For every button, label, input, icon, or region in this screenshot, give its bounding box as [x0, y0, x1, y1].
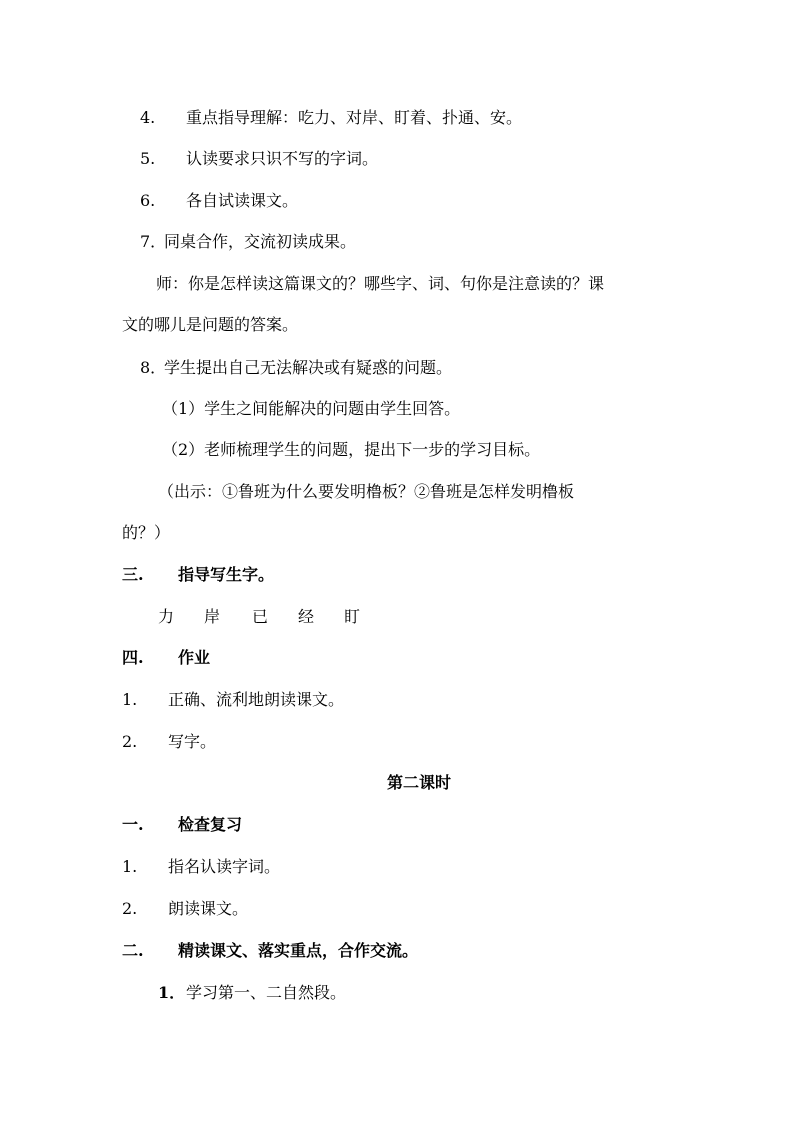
- character: 经: [298, 607, 315, 626]
- character: 力: [158, 607, 175, 626]
- heading-number: 二.: [122, 941, 144, 960]
- heading-text: 指导写生字。: [178, 565, 275, 584]
- list-item: [158, 983, 346, 1003]
- lesson-title: 第二课时: [386, 773, 451, 792]
- item-number: 1.: [122, 690, 138, 709]
- list-item: [140, 232, 356, 252]
- sub-item: （2）老师梳理学生的问题，提出下一步的学习目标。: [162, 440, 541, 459]
- section-heading: [122, 648, 210, 668]
- item-text: 正确、流利地朗读课文。: [168, 690, 345, 709]
- item-number: 5.: [140, 149, 156, 168]
- list-item: [122, 690, 344, 710]
- item-text: 朗读课文。: [168, 899, 249, 918]
- list-item: [122, 857, 280, 877]
- section-heading: [122, 565, 274, 585]
- character: 已: [252, 607, 269, 626]
- item-number: 2.: [122, 732, 138, 751]
- sub-item: （1）学生之间能解决的问题由学生回答。: [162, 399, 461, 418]
- item-number: 1.: [122, 857, 138, 876]
- paragraph-line: （出示：①鲁班为什么要发明橹板？②鲁班是怎样发明橹板: [158, 482, 575, 501]
- heading-number: 四.: [122, 648, 144, 667]
- heading-number: 一.: [122, 815, 144, 834]
- character-row: [158, 607, 368, 627]
- item-number: 2.: [122, 899, 138, 918]
- heading-text: 检查复习: [178, 815, 243, 834]
- item-text: 学生提出自己无法解决或有疑惑的问题。: [164, 358, 453, 377]
- paragraph-line: 师：你是怎样读这篇课文的？哪些字、词、句你是注意读的？课: [156, 274, 605, 293]
- item-number: 7．: [140, 232, 167, 251]
- section-heading: [122, 815, 242, 835]
- item-text: 指名认读字词。: [168, 857, 281, 876]
- item-number: 1．: [158, 983, 186, 1002]
- list-item: [140, 108, 522, 128]
- list-item: [140, 358, 452, 378]
- item-text: 认读要求只识不写的字词。: [186, 149, 379, 168]
- list-item: [140, 191, 298, 211]
- paragraph-line: 文的哪儿是问题的答案。: [122, 315, 299, 334]
- list-item: [122, 732, 216, 752]
- section-heading: [122, 941, 418, 961]
- list-item: [122, 899, 248, 919]
- item-text: 重点指导理解：吃力、对岸、盯着、扑通、安。: [186, 108, 523, 127]
- heading-text: 精读课文、落实重点，合作交流。: [178, 941, 419, 960]
- item-text: 各自试读课文。: [186, 191, 299, 210]
- heading-number: 三.: [122, 565, 144, 584]
- paragraph-line: 的？）: [122, 523, 171, 542]
- item-number: 4.: [140, 108, 156, 127]
- item-text: 同桌合作，交流初读成果。: [164, 232, 357, 251]
- item-text: 写字。: [168, 732, 217, 751]
- list-item: [140, 149, 378, 169]
- item-number: 6.: [140, 191, 156, 210]
- item-text: 学习第一、二自然段。: [186, 983, 347, 1002]
- character: 岸: [204, 607, 221, 626]
- heading-text: 作业: [178, 648, 211, 667]
- item-number: 8．: [140, 358, 167, 377]
- character: 盯: [344, 607, 361, 626]
